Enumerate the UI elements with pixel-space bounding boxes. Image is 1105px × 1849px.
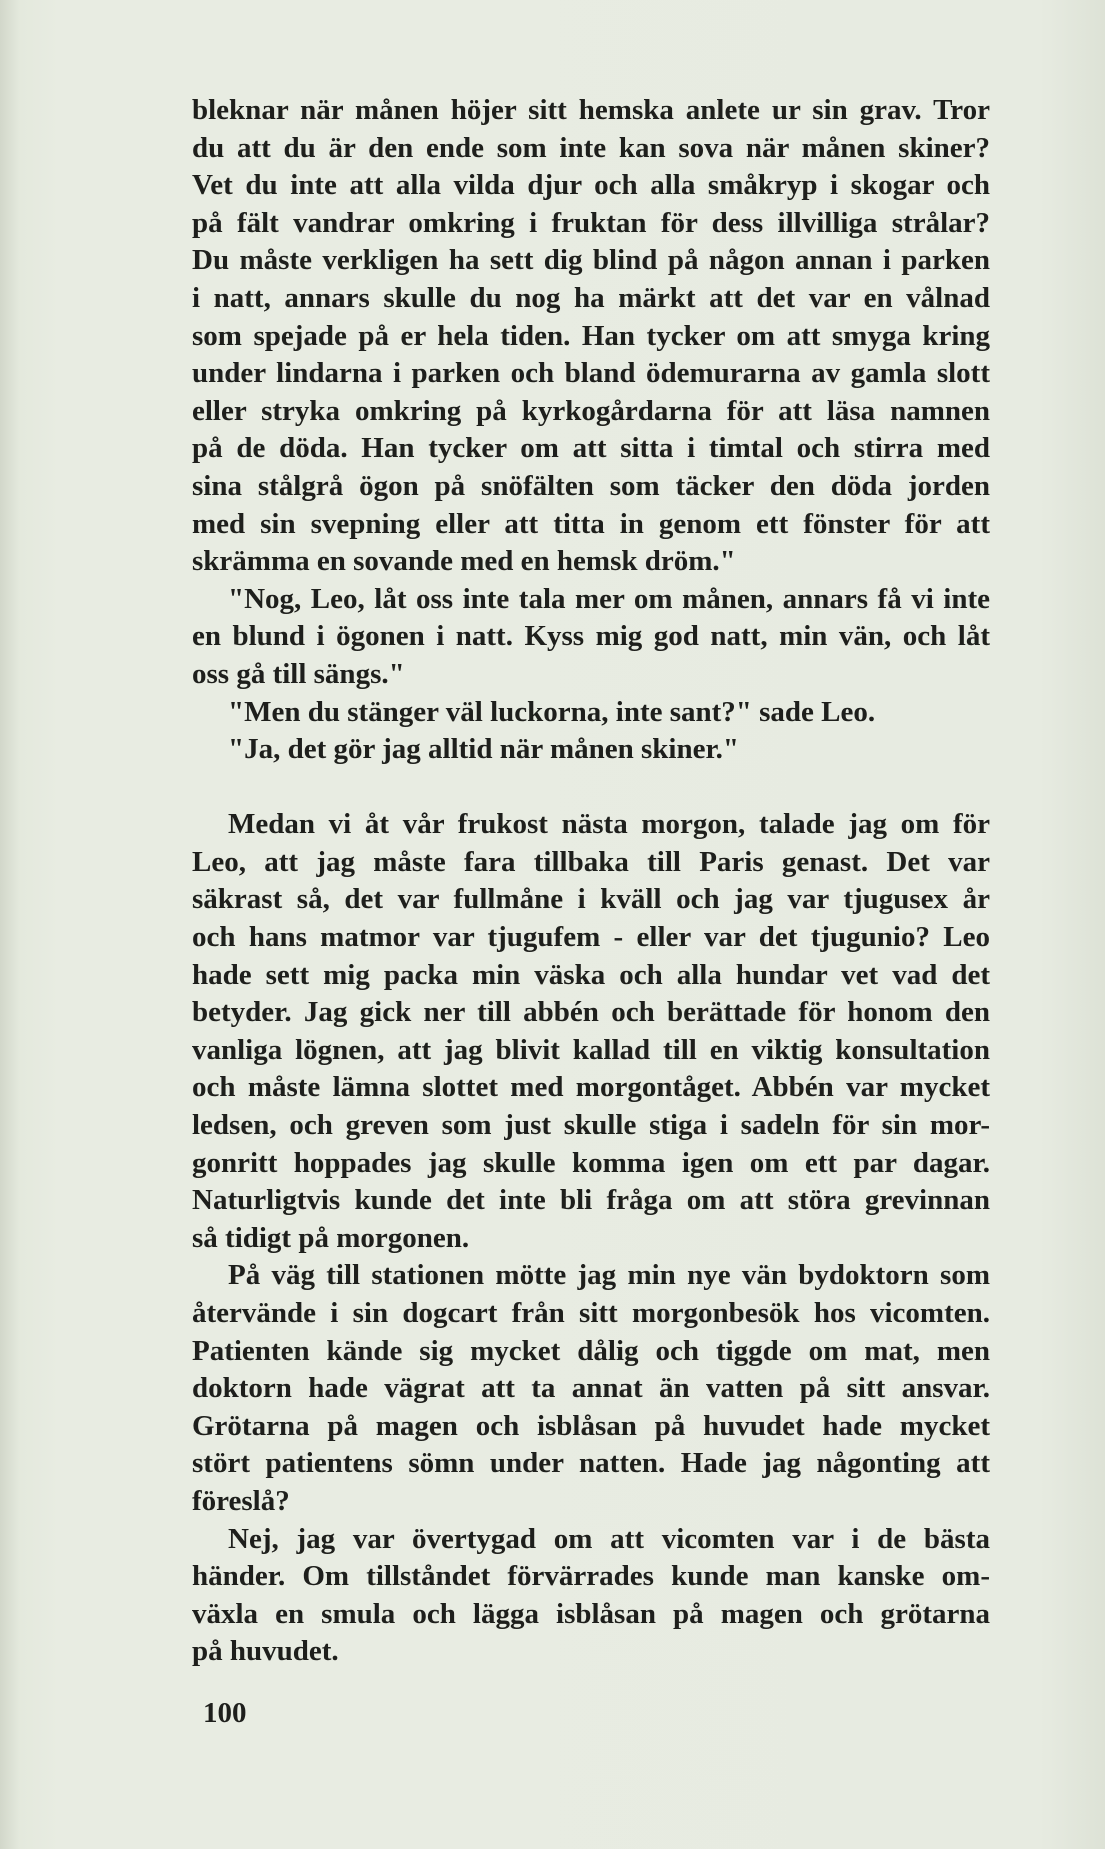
text-line: sina stålgrå ögon på snöfälten som täcker den döda jorden bbox=[192, 469, 990, 502]
text-line: återvände i sin dogcart från sitt morgonbesök hos vicomten. bbox=[192, 1297, 990, 1329]
text-line: som spejade på er hela tiden. Han tycker om att smyga kring bbox=[192, 319, 990, 352]
text-line: växla en smula och lägga isblåsan på magen och grötarna bbox=[192, 1597, 990, 1630]
text-line: en blund i ögonen i natt. Kyss mig god natt, min vän, och låt bbox=[192, 620, 990, 653]
text-line: "Nog, Leo, låt oss inte tala mer om månen, annars få vi inte bbox=[228, 582, 990, 615]
text-line: under lindarna i parken och bland ödemurarna av gamla slott bbox=[192, 357, 990, 390]
text-line: Leo, att jag måste fara tillbaka till Paris genast. Det var bbox=[192, 845, 990, 878]
text-line: "Men du stänger väl luckorna, inte sant?" sade Leo. bbox=[228, 695, 876, 728]
text-line: ledsen, och greven som just skulle stiga i sadeln för sin mor- bbox=[192, 1109, 990, 1142]
page-text bbox=[192, 92, 990, 1671]
text-line: Nej, jag var övertygad om att vicomten var i de bästa bbox=[228, 1522, 990, 1555]
section-break bbox=[192, 769, 990, 807]
text-line: Naturligtvis kunde det inte bli fråga om att störa grevinnan bbox=[192, 1184, 990, 1217]
text-line: på de döda. Han tycker om att sitta i timtal och stirra med bbox=[192, 432, 990, 465]
text-line: Patienten kände sig mycket dålig och tiggde om mat, men bbox=[192, 1334, 990, 1367]
text-line: Du måste verkligen ha sett dig blind på någon annan i parken bbox=[192, 244, 990, 277]
text-line: hade sett mig packa min väska och alla hundar vet vad det bbox=[192, 958, 990, 991]
text-line: på huvudet. bbox=[192, 1635, 339, 1668]
page-number: 100 bbox=[203, 1697, 247, 1729]
text-line: föreslå? bbox=[192, 1484, 290, 1517]
text-line: på fält vandrar omkring i fruktan för dess illvilliga strålar? bbox=[192, 206, 990, 239]
text-line: säkrast så, det var fullmåne i kväll och jag var tjugusex år bbox=[192, 883, 990, 916]
text-line: och måste lämna slottet med morgontåget. Abbén var mycket bbox=[192, 1071, 990, 1104]
text-line: du att du är den ende som inte kan sova när månen skiner? bbox=[192, 131, 990, 164]
text-line: och hans matmor var tjugufem - eller var det tjugunio? Leo bbox=[192, 921, 990, 954]
text-line: skrämma en sovande med en hemsk dröm." bbox=[192, 545, 736, 578]
text-line: i natt, annars skulle du nog ha märkt att det var en vålnad bbox=[192, 281, 990, 314]
text-line: På väg till stationen mötte jag min nye vän bydoktorn som bbox=[228, 1259, 990, 1292]
text-line: betyder. Jag gick ner till abbén och berättade för honom den bbox=[192, 996, 990, 1029]
text-line: eller stryka omkring på kyrkogårdarna för att läsa namnen bbox=[192, 394, 990, 427]
text-line: Grötarna på magen och isblåsan på huvudet hade mycket bbox=[192, 1409, 990, 1442]
text-line: Vet du inte att alla vilda djur och alla småkryp i skogar och bbox=[192, 169, 990, 202]
text-line: doktorn hade vägrat att ta annat än vatten på sitt ansvar. bbox=[192, 1372, 990, 1405]
text-line: bleknar när månen höjer sitt hemska anlete ur sin grav. Tror bbox=[192, 94, 990, 126]
text-line: "Ja, det gör jag alltid när månen skiner." bbox=[228, 733, 740, 766]
text-line: med sin svepning eller att titta in genom ett fönster för att bbox=[192, 507, 990, 540]
text-line: gonritt hoppades jag skulle komma igen om ett par dagar. bbox=[192, 1146, 990, 1179]
text-line: stört patientens sömn under natten. Hade jag någonting att bbox=[192, 1447, 990, 1480]
text-line: vanliga lögnen, att jag blivit kallad till en viktig konsultation bbox=[192, 1033, 990, 1066]
text-line: händer. Om tillståndet förvärrades kunde man kanske om- bbox=[192, 1560, 990, 1593]
text-line: oss gå till sängs." bbox=[192, 657, 405, 690]
text-line: Medan vi åt vår frukost nästa morgon, talade jag om för bbox=[228, 808, 990, 841]
text-line: så tidigt på morgonen. bbox=[192, 1221, 470, 1254]
